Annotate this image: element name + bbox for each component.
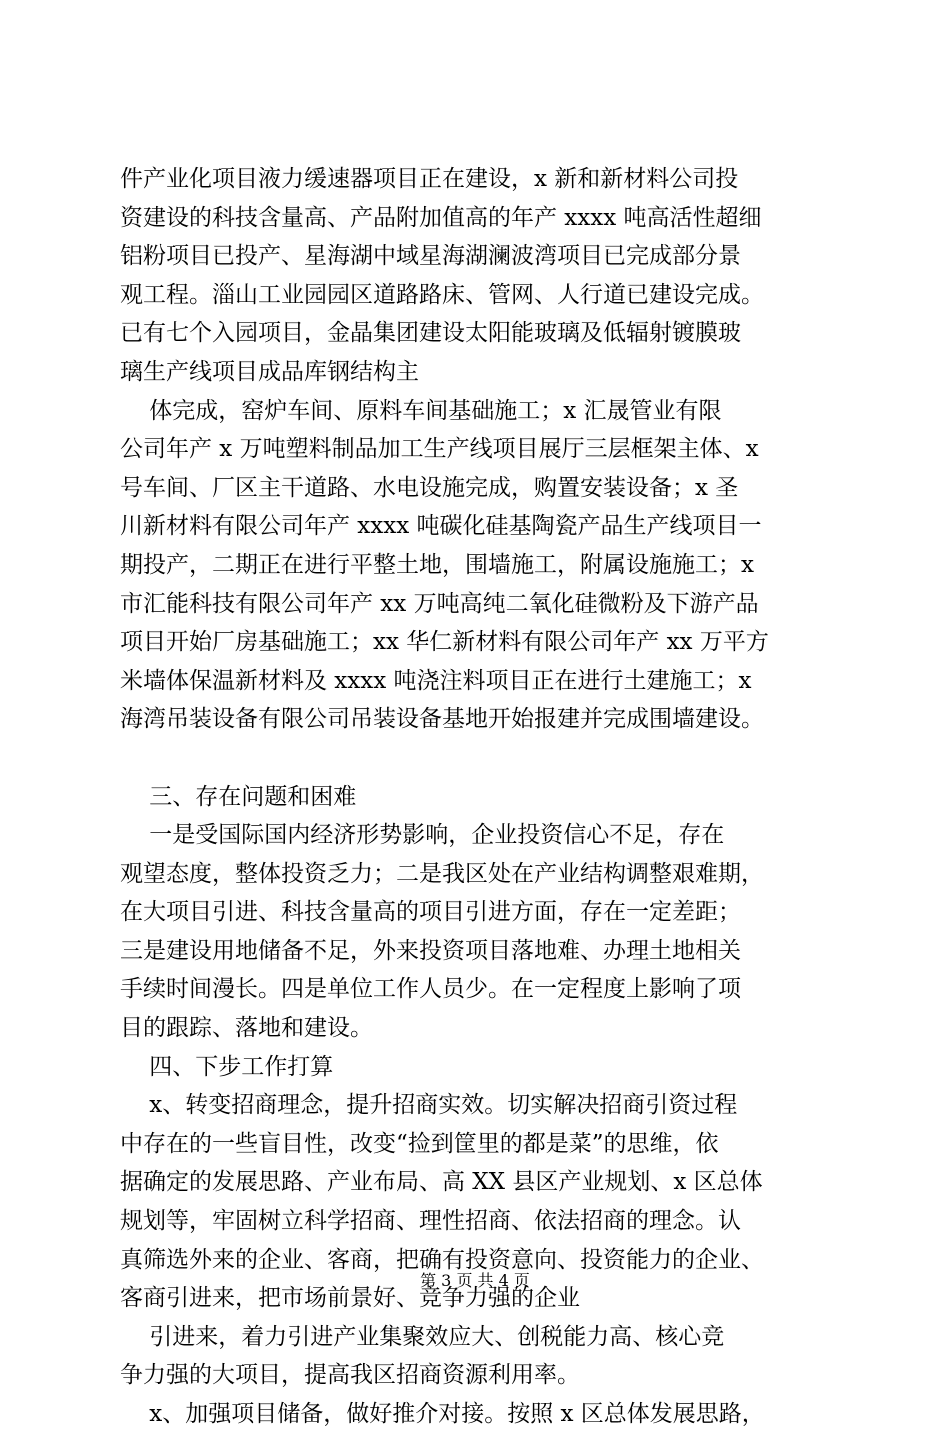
text-line: 目的跟踪、落地和建设。 [120,1015,373,1042]
text-line: 体完成，窑炉车间、原料车间基础施工；x 汇晟管业有限 [120,397,722,424]
text-line: 公司年产 x 万吨塑料制品加工生产线项目展厅三层框架主体、x [120,436,759,463]
text-line: 三、存在问题和困难 [120,783,357,810]
text-line: 海湾吊装设备有限公司吊装设备基地开始报建并完成围墙建设。 [120,706,764,733]
text-line: 中存在的一些盲目性，改变“捡到筐里的都是菜”的思维，依 [120,1130,719,1157]
text-line: x、转变招商理念，提升招商实效。切实解决招商引资过程 [120,1092,738,1119]
text-line: 在大项目引进、科技含量高的项目引进方面，存在一定差距； [120,899,741,926]
text-line: 观望态度，整体投资乏力；二是我区处在产业结构调整艰难期， [120,860,764,887]
text-line: 已有七个入园项目，金晶集团建设太阳能玻璃及低辐射镀膜玻 [120,320,741,347]
text-line: 据确定的发展思路、产业布局、高 XX 县区产业规划、x 区总体 [120,1169,763,1196]
text-line: 三是建设用地储备不足，外来投资项目落地难、办理土地相关 [120,937,741,964]
text-line: 四、下步工作打算 [120,1053,334,1080]
text-line: 客商引进来，把市场前景好、竞争力强的企业 [120,1285,580,1312]
page-footer: 第 3 页 共 4 页 [420,1271,530,1290]
document-body [120,160,850,1434]
text-line: 规划等，牢固树立科学招商、理性招商、依法招商的理念。认 [120,1208,741,1235]
text-line: 璃生产线项目成品库钢结构主 [120,358,419,385]
text-line: 件产业化项目液力缓速器项目正在建设，x 新和新材料公司投 [120,166,739,192]
text-line: 米墙体保温新材料及 xxxx 吨浇注料项目正在进行土建施工；x [120,667,752,694]
blank-line [120,739,850,778]
text-line: 引进来，着力引进产业集聚效应大、创税能力高、核心竞 [120,1323,725,1350]
text-line: 手续时间漫长。四是单位工作人员少。在一定程度上影响了项 [120,976,741,1003]
text-line: 川新材料有限公司年产 xxxx 吨碳化硅基陶瓷产品生产线项目一 [120,513,762,540]
text-line: 资建设的科技含量高、产品附加值高的年产 xxxx 吨高活性超细 [120,204,762,231]
text-line: 号车间、厂区主干道路、水电设施完成，购置安装设备；x 圣 [120,474,739,501]
text-line: 期投产，二期正在进行平整土地，围墙施工，附属设施施工；x [120,551,754,578]
text-line: 争力强的大项目，提高我区招商资源利用率。 [120,1362,580,1389]
text-line: 市汇能科技有限公司年产 xx 万吨高纯二氧化硅微粉及下游产品 [120,590,759,617]
text-line: 一是受国际国内经济形势影响，企业投资信心不足，存在 [120,822,725,849]
text-line: x、加强项目储备，做好推介对接。按照 x 区总体发展思路， [120,1401,765,1427]
text-line: 项目开始厂房基础施工；xx 华仁新材料有限公司年产 xx 万平方 [120,629,769,656]
text-line: 观工程。淄山工业园园区道路路床、管网、人行道已建设完成。 [120,281,764,308]
text-line: 铝粉项目已投产、星海湖中域星海湖澜波湾项目已完成部分景 [120,243,741,270]
text-line: 真筛选外来的企业、客商，把确有投资意向、投资能力的企业、 [120,1246,764,1273]
